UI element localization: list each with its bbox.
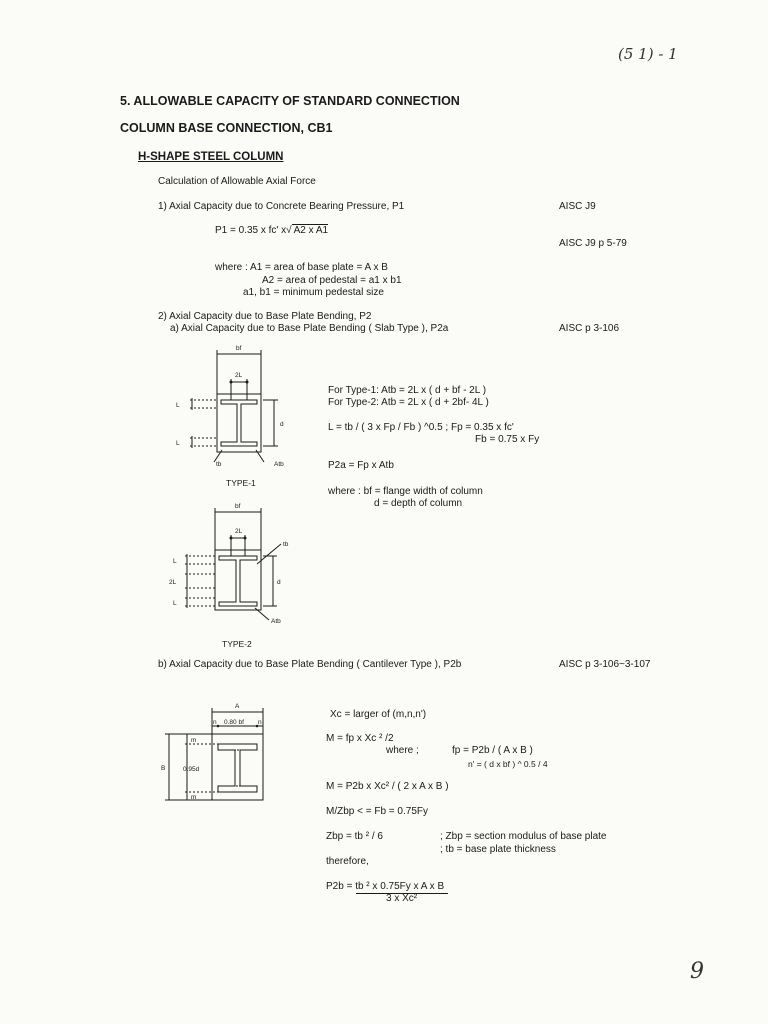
p2a-formula: P2a = Fp x Atb [328,460,394,471]
step2a-heading: a) Axial Capacity due to Base Plate Bending ( Slab Type ), P2a [170,323,449,334]
type2-2l-label: 2L [235,528,243,535]
type1-diagram [170,342,310,472]
cantilever-095d-label: 0.95d [183,766,200,773]
type2-atb-formula: For Type-2: Atb = 2L x ( d + 2bf- 4L ) [328,397,489,408]
cantilever-b-label: B [161,765,166,772]
l-formula: L = tb / ( 3 x Fp / Fb ) ^0.5 ; Fp = 0.35 x fc' [328,422,514,433]
cantilever-080bf-label: 0.80 bf [224,719,244,726]
cantilever-n-right-label: n [258,719,262,726]
xc-formula: Xc = larger of (m,n,n') [330,709,427,720]
p1-sqrt-term: A2 x A1 [293,225,329,236]
moment-where: where ; [386,745,419,756]
p2b-numerator [326,881,444,893]
step2b-heading: b) Axial Capacity due to Base Plate Bending ( Cantilever Type ), P2b [158,659,462,670]
type2-l-top-label: L [173,558,177,565]
p1-formula-lhs: P1 = 0.35 x fc' x [215,225,287,236]
step1-reference-2: AISC J9 p 5-79 [559,238,627,249]
intro-text: Calculation of Allowable Axial Force [158,176,316,187]
moment-p2b-formula: M = P2b x Xc² / ( 2 x A x B ) [326,781,449,792]
type1-l-top-label: L [176,402,180,409]
tb-note: ; tb = base plate thickness [440,844,556,855]
type1-caption: TYPE-1 [226,478,256,488]
p1-formula [215,225,328,237]
cantilever-m-bottom-label: m [191,794,197,801]
moment-formula: M = fp x Xc ² /2 [326,733,394,744]
step2-heading: 2) Axial Capacity due to Base Plate Bending, P2 [158,311,372,322]
type1-bf-label: bf [236,345,242,352]
where-a1: where : A1 = area of base plate = A x B [215,262,388,273]
type2-atb-label: Atb [271,618,281,625]
handwritten-page-number: 9 [690,959,704,984]
type2-tb-label: tb [283,541,289,548]
cantilever-a-label: A [235,703,240,710]
mzbp-formula: M/Zbp < = Fb = 0.75Fy [326,806,428,817]
step1-heading: 1) Axial Capacity due to Concrete Bearing Pressure, P1 [158,201,405,212]
type1-2l-label: 2L [235,372,243,379]
where-a2: A2 = area of pedestal = a1 x b1 [262,275,402,286]
zbp-note: ; Zbp = section modulus of base plate [440,831,607,842]
type1-atb-label: Atb [274,461,284,468]
nprime-formula: n' = ( d x bf ) ^ 0.5 / 4 [468,759,548,769]
where-d: d = depth of column [374,498,463,509]
section-heading: H-SHAPE STEEL COLUMN [138,151,284,163]
type2-2l-side-label: 2L [169,579,177,586]
sqrt-sign: √ [286,225,292,236]
fb-formula: Fb = 0.75 x Fy [475,434,540,445]
p2b-fraction-bar [356,893,448,894]
step1-reference: AISC J9 [559,201,596,212]
type1-atb-formula: For Type-1: Atb = 2L x ( d + bf - 2L ) [328,385,487,396]
type2-diagram [165,502,305,632]
fp-formula: fp = P2b / ( A x B ) [452,745,533,756]
therefore-text: therefore, [326,856,369,867]
page-subtitle: COLUMN BASE CONNECTION, CB1 [120,121,333,135]
step2b-reference: AISC p 3-106~3-107 [559,659,651,670]
type2-bf-label: bf [235,503,241,510]
type1-tb-label: tb [216,461,222,468]
type2-l-bottom-label: L [173,600,177,607]
type2-caption: TYPE-2 [222,639,252,649]
step2a-reference: AISC p 3-106 [559,323,620,334]
type1-l-bottom-label: L [176,440,180,447]
cantilever-m-top-label: m [191,737,197,744]
p2b-numerator-text: P2b = tb ² x 0.75Fy x A x B [326,881,445,892]
page-title: 5. ALLOWABLE CAPACITY OF STANDARD CONNECTION [120,94,460,108]
where-bf: where : bf = flange width of column [328,486,483,497]
type2-d-label: d [277,579,281,586]
type1-d-label: d [280,421,284,428]
page-mark: (5 1) - 1 [618,45,678,63]
p2b-denominator: 3 x Xc² [386,893,418,904]
cantilever-diagram [155,700,285,810]
cantilever-n-left-label: n [213,719,217,726]
where-a1b1: a1, b1 = minimum pedestal size [243,287,384,298]
zbp-formula: Zbp = tb ² / 6 [326,831,383,842]
